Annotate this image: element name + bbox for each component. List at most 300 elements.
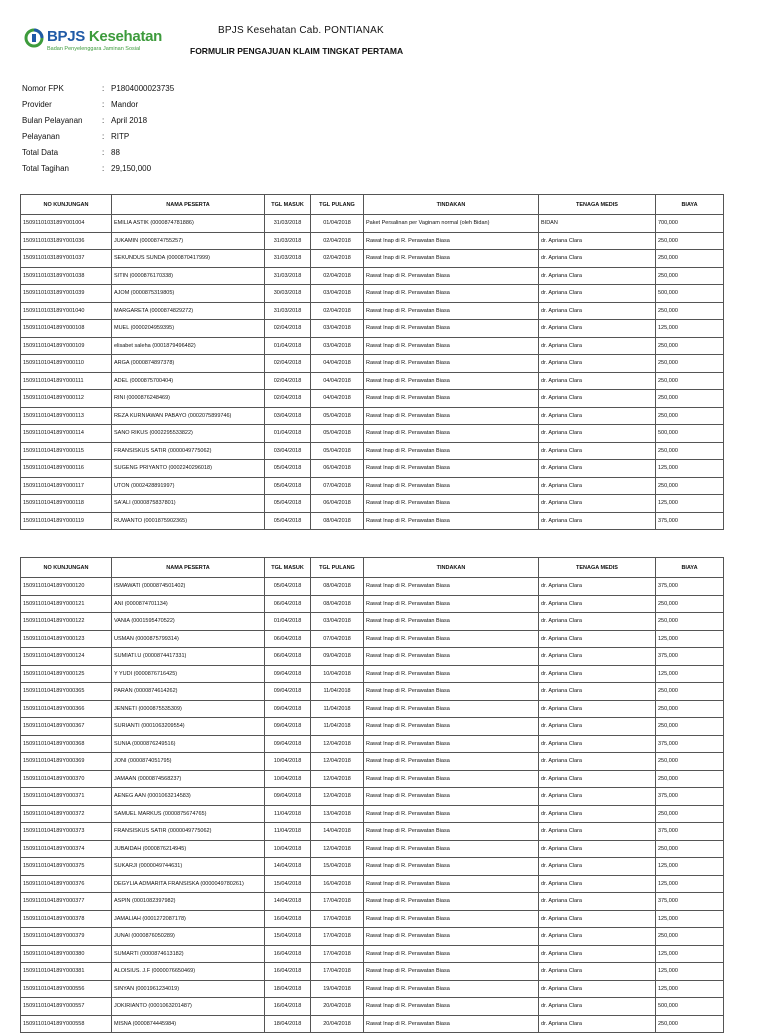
table-cell: 02/04/2018 xyxy=(265,372,311,390)
table-cell: 1509110104189Y000368 xyxy=(21,735,112,753)
table-cell: SUMARTI (0000874613182) xyxy=(112,945,265,963)
table-cell: 16/04/2018 xyxy=(265,945,311,963)
table-cell: JUNAI (0000876050289) xyxy=(112,928,265,946)
table-cell: 1509110104189Y000376 xyxy=(21,875,112,893)
table-cell: 09/04/2018 xyxy=(311,648,364,666)
table-cell: 01/04/2018 xyxy=(311,215,364,233)
table-row xyxy=(21,390,724,408)
table-cell: 1509110104189Y000115 xyxy=(21,442,112,460)
table-cell: 31/03/2018 xyxy=(265,302,311,320)
table-row xyxy=(21,495,724,513)
table-row xyxy=(21,425,724,443)
table-cell: Rawat Inap di R. Perawatan Biasa xyxy=(364,460,539,478)
table-cell: MISNA (0000874445984) xyxy=(112,1015,265,1033)
column-header: TGL PULANG xyxy=(311,195,364,215)
table-cell: 250,000 xyxy=(656,355,724,373)
table-cell: 250,000 xyxy=(656,407,724,425)
table-cell: SUKARJI (0000049744631) xyxy=(112,858,265,876)
table-cell: 1509110104189Y000373 xyxy=(21,823,112,841)
table-cell: 06/04/2018 xyxy=(265,630,311,648)
table-cell: 500,000 xyxy=(656,285,724,303)
table-cell: Rawat Inap di R. Perawatan Biasa xyxy=(364,630,539,648)
table-row xyxy=(21,232,724,250)
table-cell: Y YUDI (0000876716425) xyxy=(112,665,265,683)
table-cell: 125,000 xyxy=(656,665,724,683)
table-cell: 125,000 xyxy=(656,980,724,998)
table-cell: 06/04/2018 xyxy=(265,595,311,613)
table-cell: Rawat Inap di R. Perawatan Biasa xyxy=(364,683,539,701)
column-header: NAMA PESERTA xyxy=(112,195,265,215)
table-cell: dr. Apriana Clara xyxy=(539,250,656,268)
table-cell: 09/04/2018 xyxy=(265,700,311,718)
table-cell: 05/04/2018 xyxy=(311,407,364,425)
table-cell: 1509110104189Y000365 xyxy=(21,683,112,701)
column-header: TINDAKAN xyxy=(364,195,539,215)
table-cell: dr. Apriana Clara xyxy=(539,875,656,893)
table-cell: Rawat Inap di R. Perawatan Biasa xyxy=(364,998,539,1016)
table-cell: Rawat Inap di R. Perawatan Biasa xyxy=(364,910,539,928)
table-row xyxy=(21,823,724,841)
table-cell: 250,000 xyxy=(656,683,724,701)
table-cell: AJOM (0000875319805) xyxy=(112,285,265,303)
table-cell: VANIA (0001595470522) xyxy=(112,613,265,631)
table-row xyxy=(21,460,724,478)
column-header: NAMA PESERTA xyxy=(112,558,265,578)
table-cell: 375,000 xyxy=(656,893,724,911)
table-row xyxy=(21,963,724,981)
table-cell: 1509110104189Y000366 xyxy=(21,700,112,718)
table-cell: 1509110104189Y000121 xyxy=(21,595,112,613)
table-cell: 250,000 xyxy=(656,613,724,631)
table-cell: dr. Apriana Clara xyxy=(539,858,656,876)
table-cell: dr. Apriana Clara xyxy=(539,665,656,683)
table-cell: Rawat Inap di R. Perawatan Biasa xyxy=(364,980,539,998)
table-cell: 1509110104189Y000374 xyxy=(21,840,112,858)
table-row xyxy=(21,875,724,893)
info-row xyxy=(22,112,174,128)
info-value: April 2018 xyxy=(111,115,148,125)
table-cell: SUGENG PRIYANTO (0002240296018) xyxy=(112,460,265,478)
table-cell: 01/04/2018 xyxy=(265,613,311,631)
column-header: TINDAKAN xyxy=(364,558,539,578)
table-cell: 250,000 xyxy=(656,267,724,285)
table-cell: 05/04/2018 xyxy=(265,477,311,495)
table-cell: 13/04/2018 xyxy=(311,805,364,823)
table-cell: 11/04/2018 xyxy=(265,805,311,823)
table-cell: dr. Apriana Clara xyxy=(539,512,656,530)
column-header: NO KUNJUNGAN xyxy=(21,195,112,215)
table-cell: dr. Apriana Clara xyxy=(539,407,656,425)
table-row xyxy=(21,267,724,285)
table-cell: 375,000 xyxy=(656,735,724,753)
column-header: BIAYA xyxy=(656,195,724,215)
table-row xyxy=(21,630,724,648)
table-cell: JUBAIDAH (0000876214945) xyxy=(112,840,265,858)
table-row xyxy=(21,477,724,495)
table-cell: JUKAMIN (0000874755257) xyxy=(112,232,265,250)
table-cell: FRANSISKUS SATIR (0000049775062) xyxy=(112,442,265,460)
table-cell: 1509110104189Y000119 xyxy=(21,512,112,530)
info-value: Mandor xyxy=(111,99,139,109)
table-cell: 10/04/2018 xyxy=(265,753,311,771)
table-row xyxy=(21,648,724,666)
table-cell: 16/04/2018 xyxy=(311,875,364,893)
table-cell: 1509110104189Y000114 xyxy=(21,425,112,443)
table-row xyxy=(21,683,724,701)
logo-subtitle: Badan Penyelenggara Jaminan Sosial xyxy=(47,46,141,52)
table-cell: 16/04/2018 xyxy=(265,910,311,928)
table-cell: 01/04/2018 xyxy=(265,425,311,443)
table-cell: Rawat Inap di R. Perawatan Biasa xyxy=(364,442,539,460)
table-cell: 11/04/2018 xyxy=(311,700,364,718)
table-cell: dr. Apriana Clara xyxy=(539,285,656,303)
bpjs-logo xyxy=(24,28,163,58)
table-cell: SANO RIKUS (0002295533822) xyxy=(112,425,265,443)
table-cell: 375,000 xyxy=(656,648,724,666)
claims-table-1 xyxy=(20,194,724,530)
info-row xyxy=(22,96,174,112)
table-cell: 02/04/2018 xyxy=(311,232,364,250)
table-cell: 375,000 xyxy=(656,578,724,596)
table-cell: 15/04/2018 xyxy=(265,928,311,946)
table-cell: ALOISIUS. J.F (0000076650469) xyxy=(112,963,265,981)
logo-brand-kesehatan: Kesehatan xyxy=(88,28,163,45)
table-cell: 20/04/2018 xyxy=(311,998,364,1016)
table-cell: 05/04/2018 xyxy=(311,442,364,460)
table-cell: dr. Apriana Clara xyxy=(539,963,656,981)
table-cell: 03/04/2018 xyxy=(265,407,311,425)
info-label: Pelayanan xyxy=(22,131,60,141)
table-cell: 31/03/2018 xyxy=(265,232,311,250)
table-cell: 1509110104189Y000117 xyxy=(21,477,112,495)
table-cell: dr. Apriana Clara xyxy=(539,372,656,390)
table-cell: Rawat Inap di R. Perawatan Biasa xyxy=(364,578,539,596)
table-cell: dr. Apriana Clara xyxy=(539,495,656,513)
info-colon: : xyxy=(102,147,105,157)
table-cell: 125,000 xyxy=(656,858,724,876)
info-value: 88 xyxy=(111,147,120,157)
table-cell: 19/04/2018 xyxy=(311,980,364,998)
table-cell: 10/04/2018 xyxy=(311,665,364,683)
table-cell: Rawat Inap di R. Perawatan Biasa xyxy=(364,595,539,613)
table-cell: 1509110104189Y000380 xyxy=(21,945,112,963)
table-cell: 1509110104189Y000381 xyxy=(21,963,112,981)
table-row xyxy=(21,215,724,233)
logo-brand: BPJS xyxy=(47,28,85,45)
table-cell: SUNIA (0000876249516) xyxy=(112,735,265,753)
table-cell: dr. Apriana Clara xyxy=(539,770,656,788)
table-row xyxy=(21,442,724,460)
table-cell: Rawat Inap di R. Perawatan Biasa xyxy=(364,875,539,893)
column-header: NO KUNJUNGAN xyxy=(21,558,112,578)
table-cell: SEKUNDUS SUNDA (0000870417999) xyxy=(112,250,265,268)
table-cell: 1509110104189Y000109 xyxy=(21,337,112,355)
table-cell: 06/04/2018 xyxy=(311,495,364,513)
table-cell: dr. Apriana Clara xyxy=(539,928,656,946)
table-cell: 125,000 xyxy=(656,910,724,928)
table-cell: Rawat Inap di R. Perawatan Biasa xyxy=(364,805,539,823)
info-label: Bulan Pelayanan xyxy=(22,115,83,125)
table-cell: Rawat Inap di R. Perawatan Biasa xyxy=(364,320,539,338)
table-cell: dr. Apriana Clara xyxy=(539,442,656,460)
table-row xyxy=(21,753,724,771)
table-cell: DEGYLIA ADMARITA FRANSISKA (0000049780261) xyxy=(112,875,265,893)
claim-info xyxy=(22,80,174,176)
table-cell: Rawat Inap di R. Perawatan Biasa xyxy=(364,495,539,513)
table-cell: 02/04/2018 xyxy=(311,250,364,268)
table-cell: FRANSISKUS SATIR (0000049775062) xyxy=(112,823,265,841)
table-cell: 03/04/2018 xyxy=(265,442,311,460)
table-cell: 02/04/2018 xyxy=(311,267,364,285)
table-cell: 250,000 xyxy=(656,840,724,858)
table-cell: UTON (0002428891997) xyxy=(112,477,265,495)
table-header-row xyxy=(21,558,724,578)
table-cell: 17/04/2018 xyxy=(311,910,364,928)
table-cell: JOKIRIANTO (0001063201487) xyxy=(112,998,265,1016)
table-cell: 05/04/2018 xyxy=(265,495,311,513)
table-cell: 09/04/2018 xyxy=(265,683,311,701)
table-cell: Rawat Inap di R. Perawatan Biasa xyxy=(364,390,539,408)
column-header: TGL PULANG xyxy=(311,558,364,578)
table-cell: 09/04/2018 xyxy=(265,788,311,806)
info-value: 29,150,000 xyxy=(111,163,152,173)
table-cell: 05/04/2018 xyxy=(265,578,311,596)
table-cell: 07/04/2018 xyxy=(311,630,364,648)
table-cell: Rawat Inap di R. Perawatan Biasa xyxy=(364,928,539,946)
table-cell: 11/04/2018 xyxy=(265,823,311,841)
table-row xyxy=(21,355,724,373)
table-cell: 03/04/2018 xyxy=(311,613,364,631)
table-cell: dr. Apriana Clara xyxy=(539,753,656,771)
table-cell: 14/04/2018 xyxy=(265,893,311,911)
column-header: BIAYA xyxy=(656,558,724,578)
table-cell: 06/04/2018 xyxy=(265,648,311,666)
table-cell: 12/04/2018 xyxy=(311,753,364,771)
table-row xyxy=(21,980,724,998)
table-cell: 18/04/2018 xyxy=(265,1015,311,1033)
table-row xyxy=(21,998,724,1016)
table-cell: 375,000 xyxy=(656,823,724,841)
table-cell: dr. Apriana Clara xyxy=(539,477,656,495)
table-cell: 02/04/2018 xyxy=(265,390,311,408)
table-cell: 17/04/2018 xyxy=(311,928,364,946)
table-header-row xyxy=(21,195,724,215)
column-header: TGL MASUK xyxy=(265,195,311,215)
table-cell: ARGA (0000874897378) xyxy=(112,355,265,373)
table-cell: RINI (0000876248469) xyxy=(112,390,265,408)
table-cell: dr. Apriana Clara xyxy=(539,700,656,718)
table-cell: 125,000 xyxy=(656,945,724,963)
info-row xyxy=(22,128,174,144)
table-cell: MARGARETA (0000874829272) xyxy=(112,302,265,320)
table-cell: 125,000 xyxy=(656,630,724,648)
table-cell: JAMAAN (0000874568237) xyxy=(112,770,265,788)
table-cell: 500,000 xyxy=(656,425,724,443)
table-cell: dr. Apriana Clara xyxy=(539,683,656,701)
table-cell: 250,000 xyxy=(656,718,724,736)
table-cell: Rawat Inap di R. Perawatan Biasa xyxy=(364,753,539,771)
table-cell: dr. Apriana Clara xyxy=(539,578,656,596)
table-cell: dr. Apriana Clara xyxy=(539,648,656,666)
table-cell: 1509110103189Y001040 xyxy=(21,302,112,320)
table-row xyxy=(21,945,724,963)
table-cell: dr. Apriana Clara xyxy=(539,735,656,753)
table-row xyxy=(21,788,724,806)
table-row xyxy=(21,372,724,390)
table-cell: 02/04/2018 xyxy=(265,320,311,338)
table-cell: 14/04/2018 xyxy=(265,858,311,876)
table-cell: 09/04/2018 xyxy=(265,665,311,683)
table-cell: ISMAWATI (0000874501402) xyxy=(112,578,265,596)
table-cell: 16/04/2018 xyxy=(265,998,311,1016)
table-cell: 01/04/2018 xyxy=(265,337,311,355)
table-cell: Rawat Inap di R. Perawatan Biasa xyxy=(364,613,539,631)
table-cell: Rawat Inap di R. Perawatan Biasa xyxy=(364,770,539,788)
table-cell: 04/04/2018 xyxy=(311,372,364,390)
table-cell: 1509110104189Y000123 xyxy=(21,630,112,648)
table-cell: Rawat Inap di R. Perawatan Biasa xyxy=(364,407,539,425)
table-cell: Rawat Inap di R. Perawatan Biasa xyxy=(364,823,539,841)
table-cell: 03/04/2018 xyxy=(311,337,364,355)
table-cell: 10/04/2018 xyxy=(265,770,311,788)
table-cell: Rawat Inap di R. Perawatan Biasa xyxy=(364,372,539,390)
table-cell: 250,000 xyxy=(656,1015,724,1033)
table-cell: dr. Apriana Clara xyxy=(539,788,656,806)
table-row xyxy=(21,735,724,753)
table-row xyxy=(21,910,724,928)
table-cell: 08/04/2018 xyxy=(311,512,364,530)
table-cell: Rawat Inap di R. Perawatan Biasa xyxy=(364,337,539,355)
table-cell: Rawat Inap di R. Perawatan Biasa xyxy=(364,858,539,876)
table-cell: 1509110104189Y000108 xyxy=(21,320,112,338)
info-colon: : xyxy=(102,99,105,109)
table-cell: Rawat Inap di R. Perawatan Biasa xyxy=(364,425,539,443)
table-cell: Rawat Inap di R. Perawatan Biasa xyxy=(364,945,539,963)
table-cell: Rawat Inap di R. Perawatan Biasa xyxy=(364,665,539,683)
table-cell: 18/04/2018 xyxy=(265,980,311,998)
table-cell: dr. Apriana Clara xyxy=(539,910,656,928)
table-cell: dr. Apriana Clara xyxy=(539,823,656,841)
table-cell: dr. Apriana Clara xyxy=(539,613,656,631)
table-cell: 1509110103189Y001037 xyxy=(21,250,112,268)
table-cell: dr. Apriana Clara xyxy=(539,460,656,478)
table-cell: dr. Apriana Clara xyxy=(539,302,656,320)
table-cell: SA'ALI (0000875837801) xyxy=(112,495,265,513)
table-cell: dr. Apriana Clara xyxy=(539,390,656,408)
branch-name: BPJS Kesehatan Cab. PONTIANAK xyxy=(218,25,384,36)
table-cell: 30/03/2018 xyxy=(265,285,311,303)
table-cell: 250,000 xyxy=(656,595,724,613)
table-row xyxy=(21,805,724,823)
table-row xyxy=(21,337,724,355)
table-cell: 125,000 xyxy=(656,875,724,893)
table-cell: 375,000 xyxy=(656,512,724,530)
table-cell: 15/04/2018 xyxy=(311,858,364,876)
table-cell: 31/03/2018 xyxy=(265,267,311,285)
table-cell: REZA KURNIAWAN PABAYO (0002075899746) xyxy=(112,407,265,425)
table-cell: JAMALIAH (0001272087178) xyxy=(112,910,265,928)
table-cell: Rawat Inap di R. Perawatan Biasa xyxy=(364,477,539,495)
table-row xyxy=(21,858,724,876)
table-cell: 250,000 xyxy=(656,442,724,460)
table-cell: dr. Apriana Clara xyxy=(539,840,656,858)
table-cell: 1509110104189Y000370 xyxy=(21,770,112,788)
column-header: TENAGA MEDIS xyxy=(539,195,656,215)
table-row xyxy=(21,613,724,631)
table-row xyxy=(21,512,724,530)
table-cell: 700,000 xyxy=(656,215,724,233)
table-cell: dr. Apriana Clara xyxy=(539,805,656,823)
table-cell: Rawat Inap di R. Perawatan Biasa xyxy=(364,700,539,718)
info-row xyxy=(22,144,174,160)
table-cell: 11/04/2018 xyxy=(311,718,364,736)
table-cell: SUMIATI.U (0000874417331) xyxy=(112,648,265,666)
table-cell: 1509110104189Y000375 xyxy=(21,858,112,876)
table-cell: Rawat Inap di R. Perawatan Biasa xyxy=(364,232,539,250)
table-row xyxy=(21,302,724,320)
table-cell: dr. Apriana Clara xyxy=(539,595,656,613)
table-cell: 04/04/2018 xyxy=(311,355,364,373)
table-cell: Rawat Inap di R. Perawatan Biasa xyxy=(364,512,539,530)
table-cell: 03/04/2018 xyxy=(311,320,364,338)
bpjs-emblem-icon xyxy=(24,28,44,48)
table-cell: 1509110104189Y000120 xyxy=(21,578,112,596)
table-cell: 375,000 xyxy=(656,788,724,806)
table-cell: 250,000 xyxy=(656,928,724,946)
table-row xyxy=(21,595,724,613)
document-header xyxy=(0,0,768,80)
table-cell: SURIANTI (0001063209554) xyxy=(112,718,265,736)
info-label: Nomor FPK xyxy=(22,83,64,93)
table-cell: 1509110104189Y000558 xyxy=(21,1015,112,1033)
table-cell: 250,000 xyxy=(656,302,724,320)
table-cell: 250,000 xyxy=(656,477,724,495)
table-cell: SAMUEL MARKUS (0000875674765) xyxy=(112,805,265,823)
table-cell: 250,000 xyxy=(656,250,724,268)
table-cell: 1509110104189Y000112 xyxy=(21,390,112,408)
column-header: TGL MASUK xyxy=(265,558,311,578)
table-cell: 1509110103189Y001036 xyxy=(21,232,112,250)
table-cell: 14/04/2018 xyxy=(311,823,364,841)
table-cell: 1509110104189Y000110 xyxy=(21,355,112,373)
table-cell: dr. Apriana Clara xyxy=(539,320,656,338)
form-title: FORMULIR PENGAJUAN KLAIM TINGKAT PERTAMA xyxy=(190,46,404,56)
table-cell: 125,000 xyxy=(656,963,724,981)
table-cell: 02/04/2018 xyxy=(265,355,311,373)
table-cell: 1509110103189Y001038 xyxy=(21,267,112,285)
table-cell: USMAN (0000875799314) xyxy=(112,630,265,648)
table-cell: 09/04/2018 xyxy=(265,735,311,753)
table-cell: 1509110104189Y000371 xyxy=(21,788,112,806)
table-cell: 20/04/2018 xyxy=(311,1015,364,1033)
table-row xyxy=(21,285,724,303)
info-label: Total Tagihan xyxy=(22,163,69,173)
table-cell: 1509110103189Y001039 xyxy=(21,285,112,303)
table-row xyxy=(21,320,724,338)
table-cell: PARAN (0000874614262) xyxy=(112,683,265,701)
table-cell: SINYAN (0001961234019) xyxy=(112,980,265,998)
table-cell: Rawat Inap di R. Perawatan Biasa xyxy=(364,302,539,320)
table-cell: ASPIN (0001082397982) xyxy=(112,893,265,911)
table-cell: 125,000 xyxy=(656,320,724,338)
table-cell: Rawat Inap di R. Perawatan Biasa xyxy=(364,788,539,806)
table-cell: Rawat Inap di R. Perawatan Biasa xyxy=(364,840,539,858)
table-cell: 06/04/2018 xyxy=(311,460,364,478)
table-cell: 02/04/2018 xyxy=(311,302,364,320)
table-row xyxy=(21,250,724,268)
table-cell: 09/04/2018 xyxy=(265,718,311,736)
info-row xyxy=(22,80,174,96)
